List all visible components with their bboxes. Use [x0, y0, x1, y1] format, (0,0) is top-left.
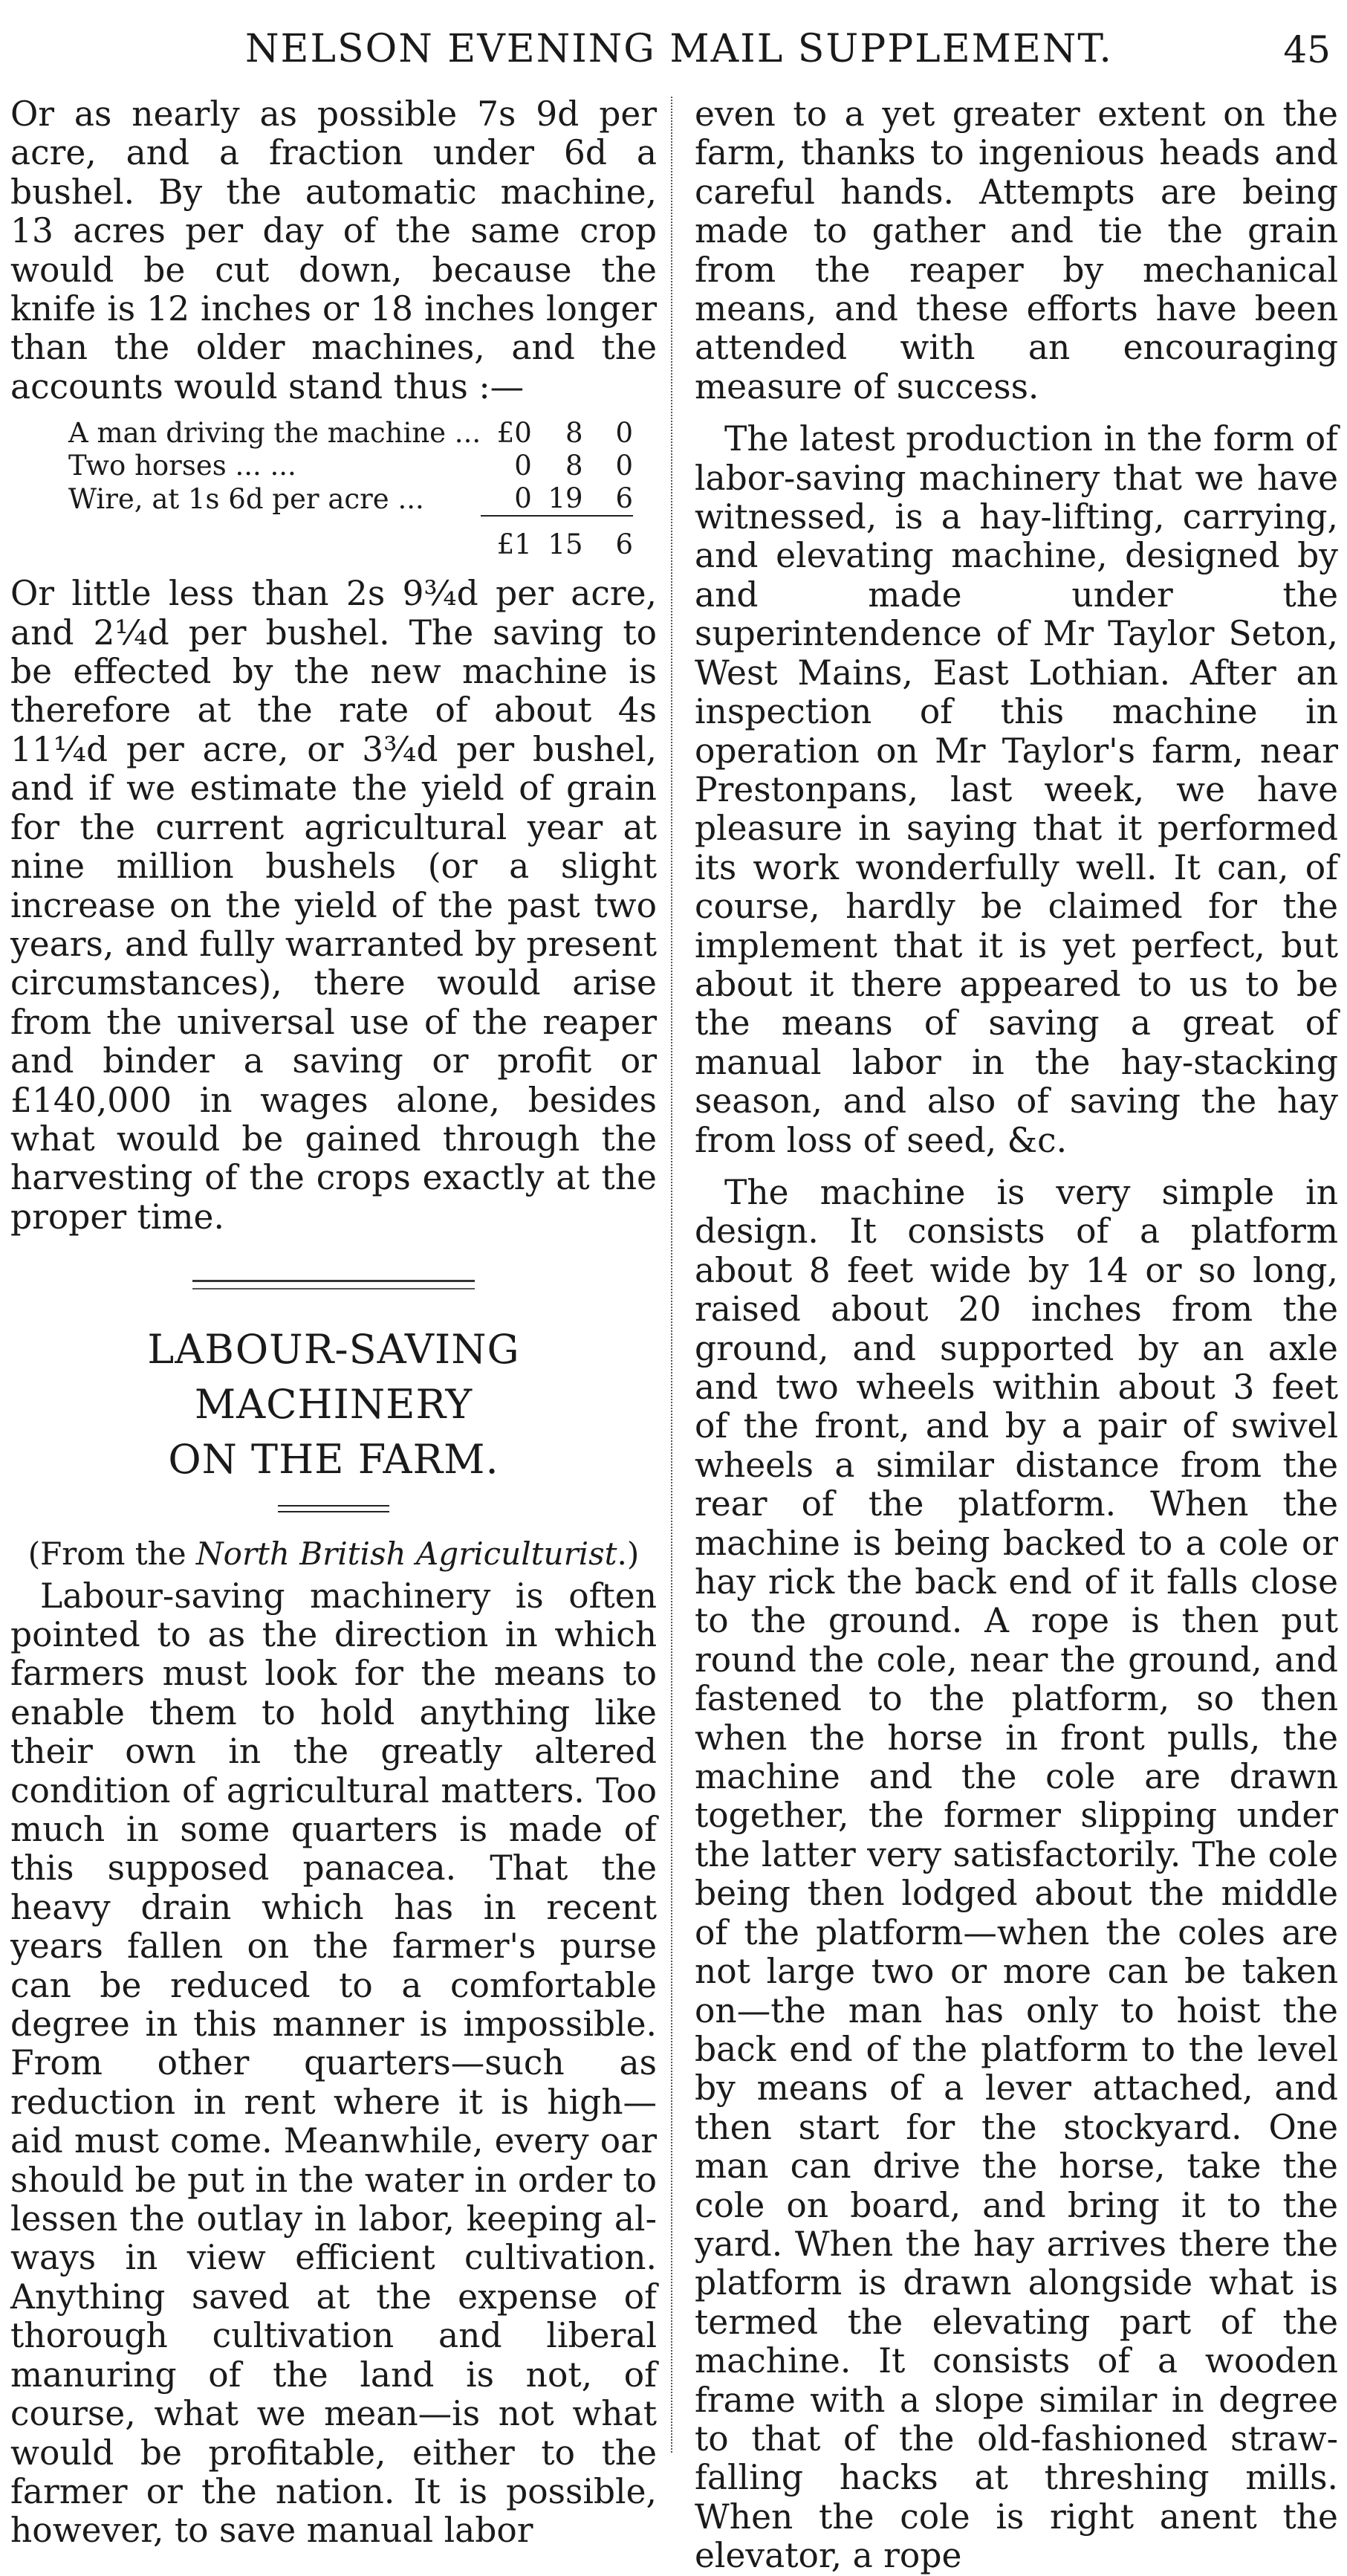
accounts-pounds: £0 — [496, 417, 532, 450]
accounts-row — [68, 417, 633, 450]
accounts-item: Wire, at 1s 6d per acre ... — [68, 482, 424, 515]
accounts-item: Two horses ... ... — [68, 450, 296, 482]
byline — [10, 1535, 657, 1573]
accounts-row — [68, 450, 633, 482]
paragraph: even to a yet greater extent on the farm, thanks to ingenious heads and careful hands. Attempts are being made to gather and tie the grain from the reaper by mechanical means, and these efforts have been attended with an encouraging measure of success. — [695, 94, 1338, 407]
accounts-shillings: 8 — [565, 450, 583, 482]
page-header — [0, 22, 1347, 89]
accounts-pounds: 0 — [514, 450, 532, 482]
paragraph: Or as nearly as possible 7s 9d per acre, and a fraction under 6d a bushel. By the automatic machine, 13 acres per day of the same crop would be cut down, because the knife is 12 inches or 18 inches longer than the older machines, and the accounts would stand thus :— — [10, 94, 657, 407]
accounts-pence: 6 — [615, 482, 633, 515]
accounts-total-pounds: £1 — [481, 516, 532, 561]
accounts-row — [68, 482, 633, 516]
accounts-shillings: 19 — [548, 482, 583, 515]
paragraph: The machine is very simple in design. It consists of a platform about 8 feet wide by 14 or so long, raised about 20 inches from the ground, and supported by an axle and two wheels within about 3 feet of the front, and by a pair of swivel wheels a similar distance from the rear of the platform. When the machine is being backed to a cole or hay rick the back end of it falls close to the ground. A rope is then put round the cole, near the ground, and fastened to the platform, so then when the horse in front pulls, the machine and the cole are drawn together, the former slipping under the latter very satisfactorily. The cole being then lodged about the middle of the platform—when the coles are not large two or more can be taken on—the man has only to hoist the back end of the platform to the level by means of a lever attached, and then start for the stockyard. One man can drive the horse, take the cole on board, and bring it to the yard. When the hay arrives there the platform is drawn alongside what is termed the elevating part of the machine. It consists of a wooden frame with a slope similar in degree to that of the old-fashioned straw-falling hacks at threshing mills. When the cole is right anent the elevator, a rope — [695, 1172, 1338, 2576]
headline-rule — [278, 1505, 389, 1512]
left-column — [10, 95, 657, 2551]
byline-suffix: .) — [617, 1535, 640, 1573]
accounts-total-row — [68, 516, 633, 561]
page-number: 45 — [1283, 28, 1331, 71]
accounts-pence: 0 — [615, 450, 633, 482]
accounts-total-pence: 6 — [583, 516, 633, 561]
headline-line-2: ON THE FARM. — [168, 1436, 499, 1483]
column-divider — [671, 97, 674, 2453]
byline-source: North British Agriculturist — [195, 1535, 617, 1573]
accounts-item: A man driving the machine ... — [68, 417, 481, 450]
newspaper-title: NELSON EVENING MAIL SUPPLEMENT. — [245, 27, 1113, 71]
paragraph: Or little less than 2s 9¾d per acre, and 2¼d per bushel. The saving to be effected by the new machine is therefore at the rate of about 4s 11¼d per acre, or 3¾d per bushel, and if we estimate the yield of grain for the current agricultural year at nine million bushels (or a slight increase on the yield of the past two years, and fully warranted by present circumstances), there would arise from the universal use of the reaper and binder a saving or profit or £140,000 in wages alone, besides what would be gained through the harvesting of the crops exactly at the proper time. — [10, 574, 657, 1237]
accounts-total-shillings: 15 — [532, 516, 583, 561]
paragraph: The latest production in the form of labor-saving machinery that we have witnessed, is a hay-lifting, carrying, and elevating machine, designed by and made under the superintendence of Mr Taylor Seton, West Mains, East Lothian. After an inspection of this machine in operation on Mr Taylor's farm, near Prestonpans, last week, we have pleasure in saying that it performed its work wonderfully well. It can, of course, hardly be claimed for the implement that it is yet perfect, but about it there appeared to us to be the means of saving a great of manual labor in the hay-stacking season, and also of saving the hay from loss of seed, &c. — [695, 419, 1338, 1160]
section-separator — [192, 1280, 475, 1289]
accounts-table — [68, 417, 633, 561]
article-headline — [10, 1322, 657, 1487]
byline-prefix: (From the — [27, 1535, 196, 1573]
paragraph: Labour-saving machinery is often pointed to as the direction in which farmers must look for the means to enable them to hold anything like their own in the greatly altered condition of agricultural matters. Too much in some quarters is made of this supposed panacea. That the heavy drain which has in recent years fallen on the farmer's purse can be reduced to a comfortable degree in this manner is impossible. From other quarters—such as reduction in rent where it is high—aid must come. Meanwhile, every oar should be put in the water in order to lessen the outlay in labor, keeping always in view efficient cultivation. Anything saved at the expense of thorough cultivation and liberal manuring of the land is not, of course, what we mean—is not what would be profitable, either to the farmer or the nation. It is possible, however, to save manual labor — [10, 1576, 657, 2551]
accounts-pounds: 0 — [514, 482, 532, 515]
headline-line-1: LABOUR-SAVING MACHINERY — [147, 1326, 520, 1428]
accounts-shillings: 8 — [565, 417, 583, 450]
accounts-pence: 0 — [615, 417, 633, 450]
right-column — [695, 95, 1338, 2576]
